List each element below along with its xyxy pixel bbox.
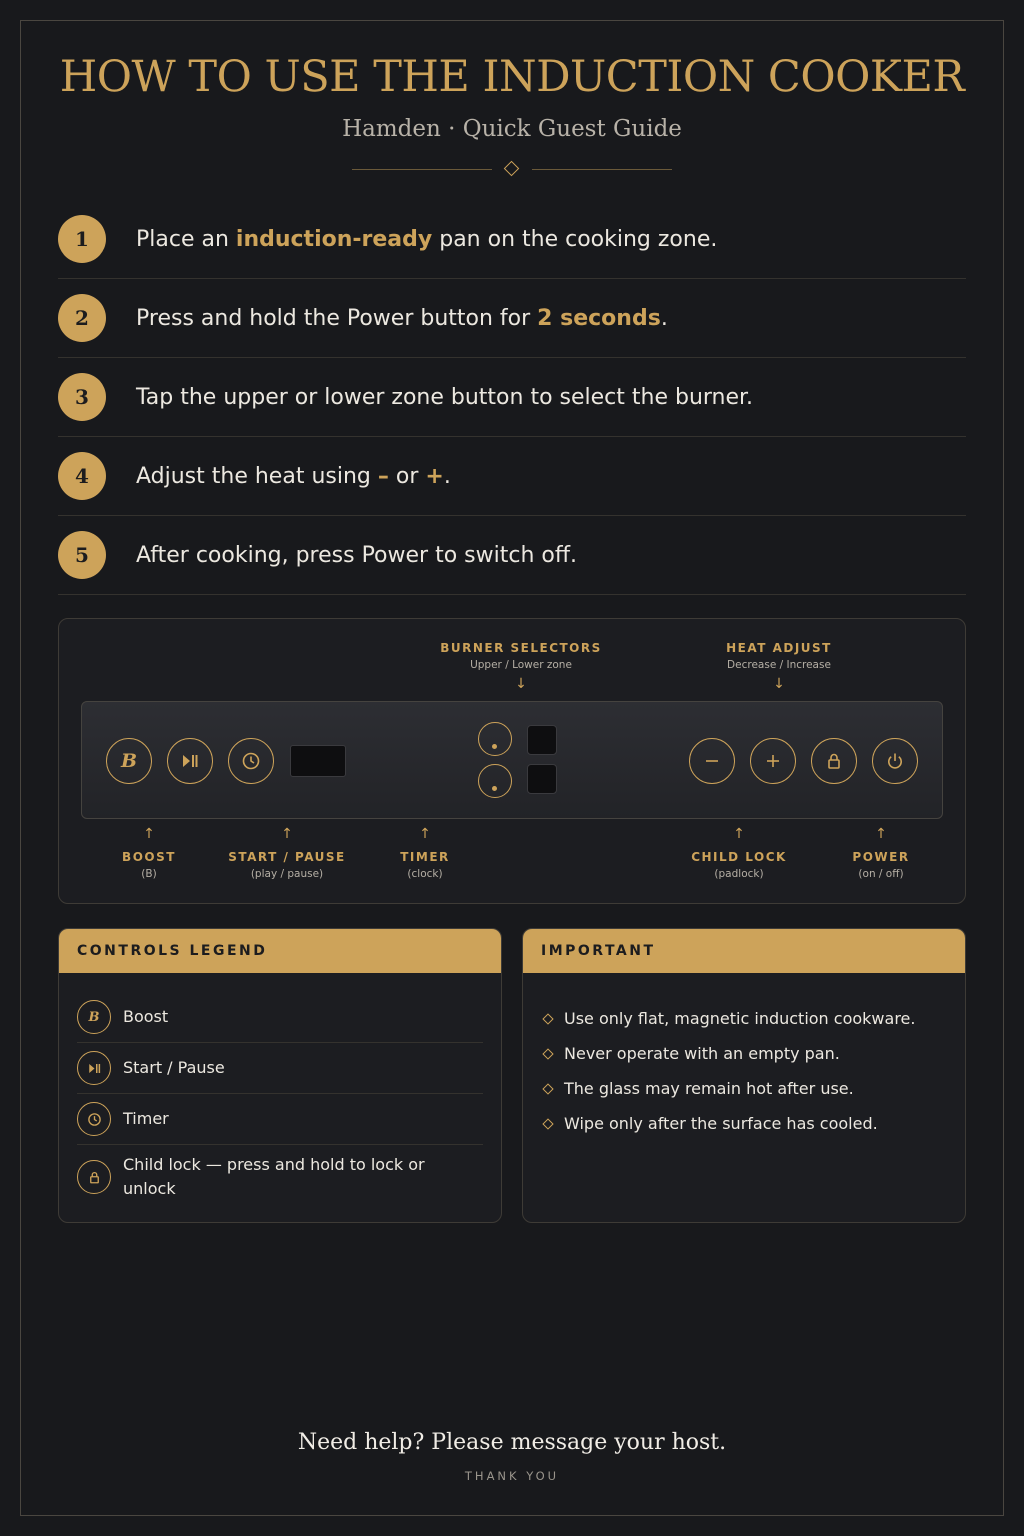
child-lock-button[interactable] [811,738,857,784]
arrow-down-icon: ↓ [773,676,785,692]
play-pause-icon [180,751,200,771]
step-text: After cooking, press Power to switch off. [136,542,577,568]
controls-legend-card [58,928,502,1223]
legend-label: Start / Pause [123,1058,225,1077]
step-text: Place an induction-ready pan on the cooking zone. [136,226,718,252]
legend-label: Boost [123,1007,169,1026]
boost-button[interactable] [106,738,152,784]
control-panel-diagram [58,618,966,904]
important-item: Use only flat, magnetic induction cookware. [541,1001,947,1036]
increase-button[interactable] [750,738,796,784]
legend-item [77,1094,483,1145]
legend-label: Timer [123,1109,169,1128]
step-item [58,516,966,595]
play-pause-icon [77,1051,111,1085]
footer-thanks: THANK YOU [464,1469,560,1483]
step-text: Adjust the heat using – or +. [136,463,451,489]
upper-zone-button[interactable] [478,722,512,756]
title-divider [352,160,672,180]
power-icon [885,751,905,771]
boost-icon: B [77,1000,111,1034]
diamond-icon [542,1013,553,1024]
start-pause-label: START / PAUSE (play / pause) [228,850,346,880]
page-subtitle: Hamden · Quick Guest Guide [342,116,682,142]
important-item: The glass may remain hot after use. [541,1071,947,1106]
boost-icon: B [120,750,138,772]
legend-item [77,1145,483,1209]
step-item [58,437,966,516]
plus-icon [763,751,783,771]
arrow-up-icon: ↑ [875,826,887,842]
step-item [58,279,966,358]
legend-title: CONTROLS LEGEND [59,929,501,973]
boost-label: BOOST (B) [122,850,176,880]
control-strip [81,701,943,819]
step-number: 5 [58,531,106,579]
step-item [58,200,966,279]
heat-adjust-label: HEAT ADJUST Decrease / Increase [726,641,832,671]
important-title: IMPORTANT [523,929,965,973]
padlock-icon [824,751,844,771]
legend-label: Child lock — press and hold to lock or unlock [123,1155,425,1198]
page-title: HOW TO USE THE INDUCTION COOKER [59,52,965,102]
diamond-icon [542,1118,553,1129]
step-number: 4 [58,452,106,500]
step-number: 1 [58,215,106,263]
footer-message: Need help? Please message your host. [297,1430,727,1455]
step-item [58,358,966,437]
minus-icon [702,751,722,771]
arrow-up-icon: ↑ [733,826,745,842]
clock-icon [241,751,261,771]
lower-zone-indicator [527,764,557,794]
start-pause-button[interactable] [167,738,213,784]
lower-zone-button[interactable] [478,764,512,798]
important-item: Wipe only after the surface has cooled. [541,1106,947,1141]
timer-button[interactable] [228,738,274,784]
clock-icon [77,1102,111,1136]
padlock-icon [77,1160,111,1194]
arrow-up-icon: ↑ [143,826,155,842]
step-text: Tap the upper or lower zone button to select the burner. [136,384,754,410]
step-number: 3 [58,373,106,421]
important-item: Never operate with an empty pan. [541,1036,947,1071]
arrow-up-icon: ↑ [419,826,431,842]
burner-selectors-label: BURNER SELECTORS Upper / Lower zone [440,641,602,671]
diamond-icon [542,1083,553,1094]
legend-item [77,992,483,1043]
upper-zone-indicator [527,725,557,755]
step-number: 2 [58,294,106,342]
important-card [522,928,966,1223]
arrow-up-icon: ↑ [281,826,293,842]
steps-list [58,200,966,595]
arrow-down-icon: ↓ [515,676,527,692]
diamond-icon [504,161,520,177]
power-button[interactable] [872,738,918,784]
timer-label: TIMER (clock) [400,850,450,880]
child-lock-label: CHILD LOCK (padlock) [691,850,787,880]
power-label: POWER (on / off) [852,850,910,880]
timer-display [290,745,346,777]
legend-item [77,1043,483,1094]
diamond-icon [542,1048,553,1059]
step-text: Press and hold the Power button for 2 seconds. [136,305,668,331]
decrease-button[interactable] [689,738,735,784]
